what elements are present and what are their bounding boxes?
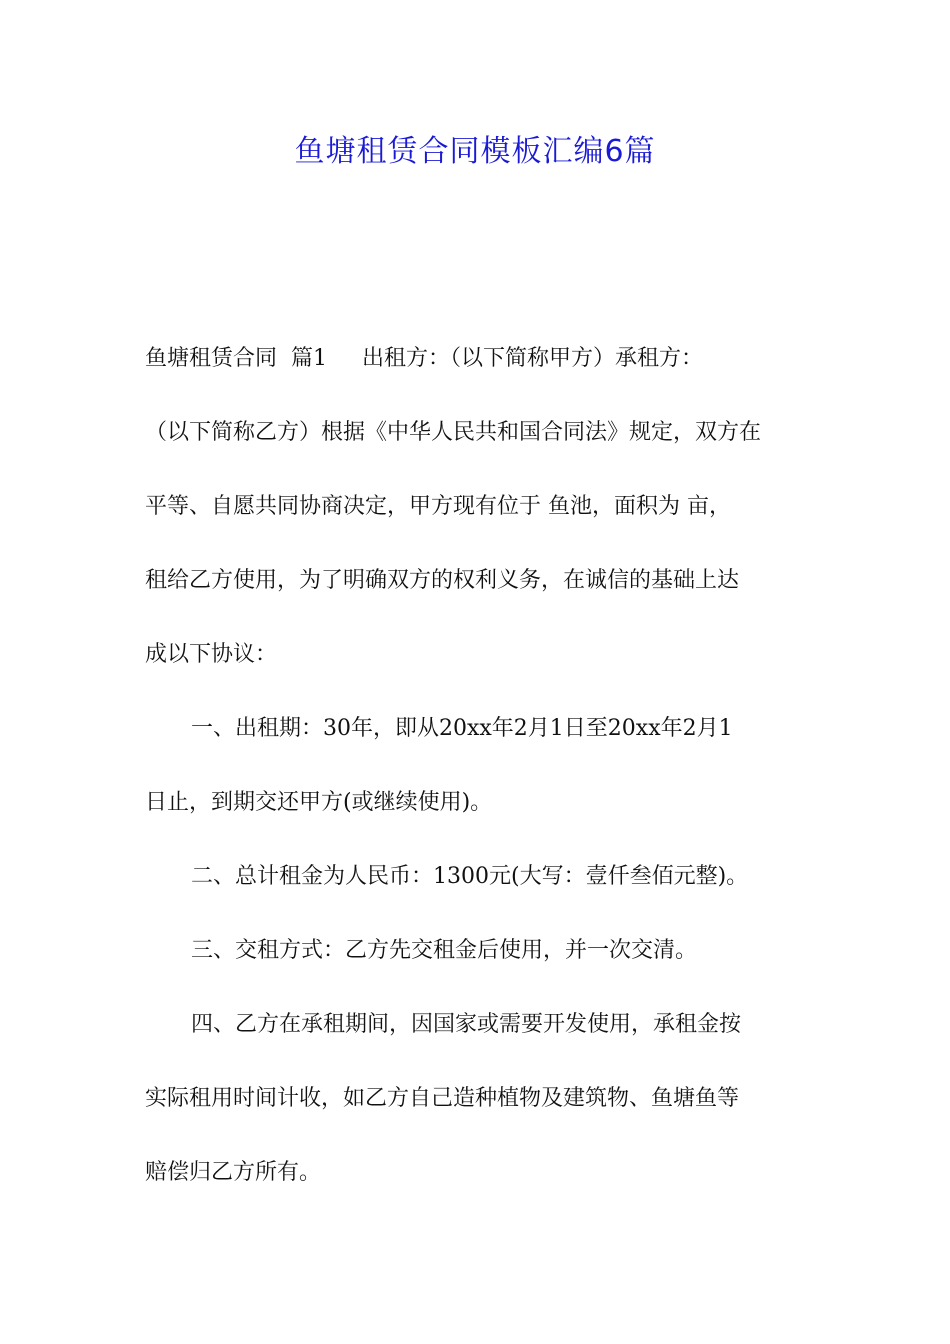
text-line: 日止，到期交还甲方(或继续使用)。 xyxy=(145,790,493,815)
text-line: 平等、自愿共同协商决定，甲方现有位于 鱼池，面积为 亩， xyxy=(145,494,731,519)
text-line: 赔偿归乙方所有。 xyxy=(145,1160,322,1185)
text-line: 实际租用时间计收，如乙方自己造种植物及建筑物、鱼塘鱼等 xyxy=(145,1086,740,1111)
text-line: （以下简称乙方）根据《中华人民共和国合同法》规定，双方在 xyxy=(145,420,762,445)
document-title: 鱼塘租赁合同模板汇编6篇 xyxy=(294,134,656,169)
text-line: 成以下协议： xyxy=(145,642,278,667)
text-line: 租给乙方使用，为了明确双方的权利义务，在诚信的基础上达 xyxy=(145,568,740,593)
text-line: 鱼塘租赁合同 篇1 出租方：（以下简称甲方）承租方： xyxy=(145,346,703,371)
clause-one-line: 一、出租期：30年，即从20xx年2月1日至20xx年2月1 xyxy=(191,716,733,741)
clause-three-line: 三、交租方式：乙方先交租金后使用，并一次交清。 xyxy=(191,938,698,963)
clause-two-line: 二、总计租金为人民币：1300元(大写：壹仟叁佰元整)。 xyxy=(191,864,749,889)
document-body xyxy=(145,336,813,1224)
clause-four-line: 四、乙方在承租期间，因国家或需要开发使用，承租金按 xyxy=(191,1012,742,1037)
